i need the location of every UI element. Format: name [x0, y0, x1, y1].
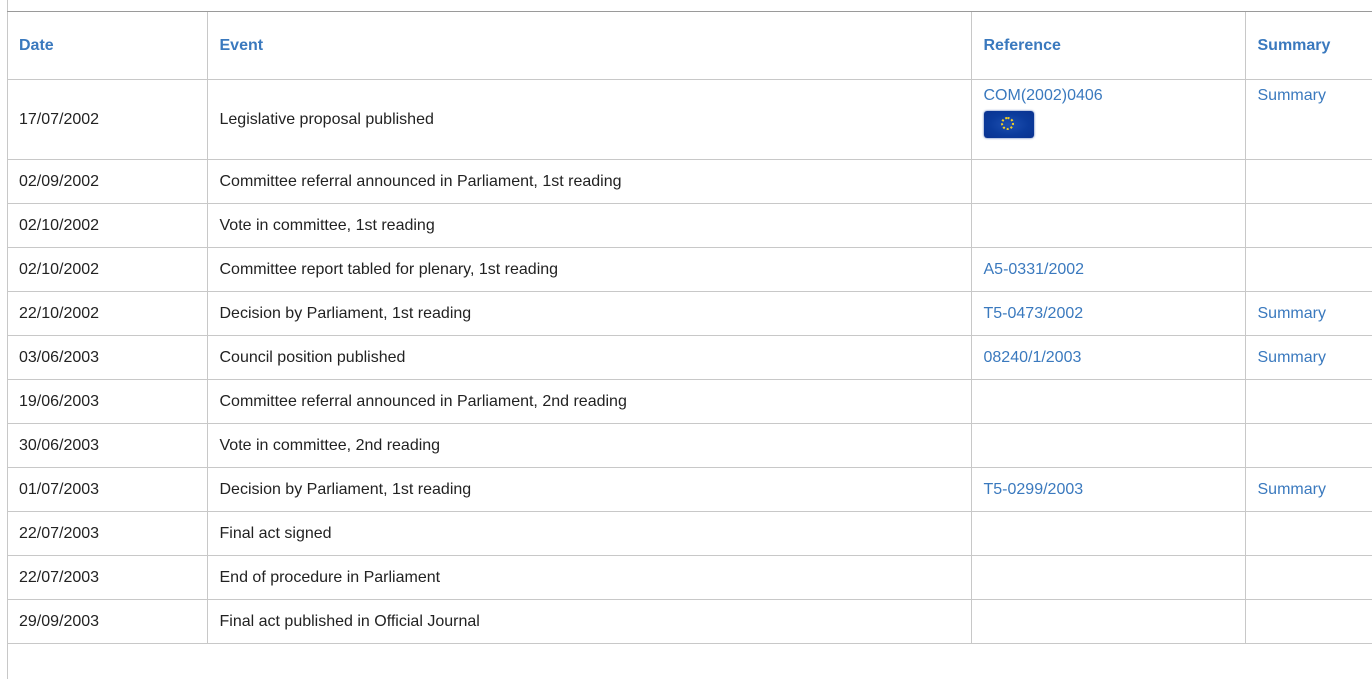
table-row	[7, 468, 1372, 512]
table-row	[7, 248, 1372, 292]
summary-link[interactable]: Summary	[1257, 304, 1326, 322]
event-cell: Council position published	[207, 336, 971, 380]
reference-cell	[971, 600, 1245, 644]
date-cell: 02/10/2002	[7, 248, 207, 292]
event-cell: Vote in committee, 1st reading	[207, 204, 971, 248]
summary-cell	[1245, 468, 1372, 512]
event-cell: Vote in committee, 2nd reading	[207, 424, 971, 468]
header-date[interactable]: Date	[7, 12, 207, 80]
reference-cell	[971, 424, 1245, 468]
reference-link[interactable]: COM(2002)0406	[983, 87, 1103, 104]
table-row	[7, 380, 1372, 424]
reference-cell	[971, 248, 1245, 292]
table-row	[7, 600, 1372, 644]
summary-cell	[1245, 600, 1372, 644]
reference-link[interactable]: A5-0331/2002	[983, 260, 1085, 278]
table-header-row	[7, 12, 1372, 80]
summary-cell	[1245, 512, 1372, 556]
summary-cell	[1245, 160, 1372, 204]
date-cell: 02/09/2002	[7, 160, 207, 204]
date-cell: 30/06/2003	[7, 424, 207, 468]
header-summary[interactable]: Summary	[1245, 12, 1372, 80]
table-row	[7, 336, 1372, 380]
summary-cell	[1245, 380, 1372, 424]
reference-cell	[971, 556, 1245, 600]
event-cell: Decision by Parliament, 1st reading	[207, 292, 971, 336]
event-cell: Committee referral announced in Parliament, 2nd reading	[207, 380, 971, 424]
date-cell: 22/07/2003	[7, 556, 207, 600]
reference-cell	[971, 380, 1245, 424]
table-row	[7, 80, 1372, 160]
date-cell: 19/06/2003	[7, 380, 207, 424]
date-cell: 22/07/2003	[7, 512, 207, 556]
event-cell: Legislative proposal published	[207, 80, 971, 160]
date-cell: 17/07/2002	[7, 80, 207, 160]
date-cell: 03/06/2003	[7, 336, 207, 380]
summary-link[interactable]: Summary	[1257, 480, 1326, 498]
summary-cell	[1245, 424, 1372, 468]
eu-flag-icon[interactable]	[984, 111, 1034, 138]
header-reference[interactable]: Reference	[971, 12, 1245, 80]
reference-link[interactable]: T5-0473/2002	[983, 304, 1084, 322]
event-cell: Final act signed	[207, 512, 971, 556]
date-cell: 02/10/2002	[7, 204, 207, 248]
reference-cell	[971, 80, 1245, 160]
summary-cell	[1245, 204, 1372, 248]
event-cell: Decision by Parliament, 1st reading	[207, 468, 971, 512]
reference-link[interactable]: T5-0299/2003	[983, 480, 1084, 498]
reference-cell	[971, 160, 1245, 204]
event-cell: Final act published in Official Journal	[207, 600, 971, 644]
reference-cell	[971, 336, 1245, 380]
header-event[interactable]: Event	[207, 12, 971, 80]
frame-top-border	[7, 0, 1372, 12]
summary-link[interactable]: Summary	[1257, 87, 1326, 104]
table-row	[7, 204, 1372, 248]
event-cell: Committee report tabled for plenary, 1st reading	[207, 248, 971, 292]
date-cell: 22/10/2002	[7, 292, 207, 336]
summary-cell	[1245, 248, 1372, 292]
table-row	[7, 292, 1372, 336]
table-row	[7, 160, 1372, 204]
table-row	[7, 512, 1372, 556]
date-cell: 01/07/2003	[7, 468, 207, 512]
summary-cell	[1245, 556, 1372, 600]
date-cell: 29/09/2003	[7, 600, 207, 644]
table-row	[7, 424, 1372, 468]
reference-cell	[971, 512, 1245, 556]
event-cell: End of procedure in Parliament	[207, 556, 971, 600]
summary-link[interactable]: Summary	[1257, 348, 1326, 366]
reference-cell	[971, 468, 1245, 512]
reference-link[interactable]: 08240/1/2003	[983, 348, 1082, 366]
reference-cell	[971, 292, 1245, 336]
key-events-table	[7, 12, 1372, 644]
summary-cell	[1245, 80, 1372, 160]
event-cell: Committee referral announced in Parliament, 1st reading	[207, 160, 971, 204]
reference-cell	[971, 204, 1245, 248]
summary-cell	[1245, 336, 1372, 380]
summary-cell	[1245, 292, 1372, 336]
table-row	[7, 556, 1372, 600]
